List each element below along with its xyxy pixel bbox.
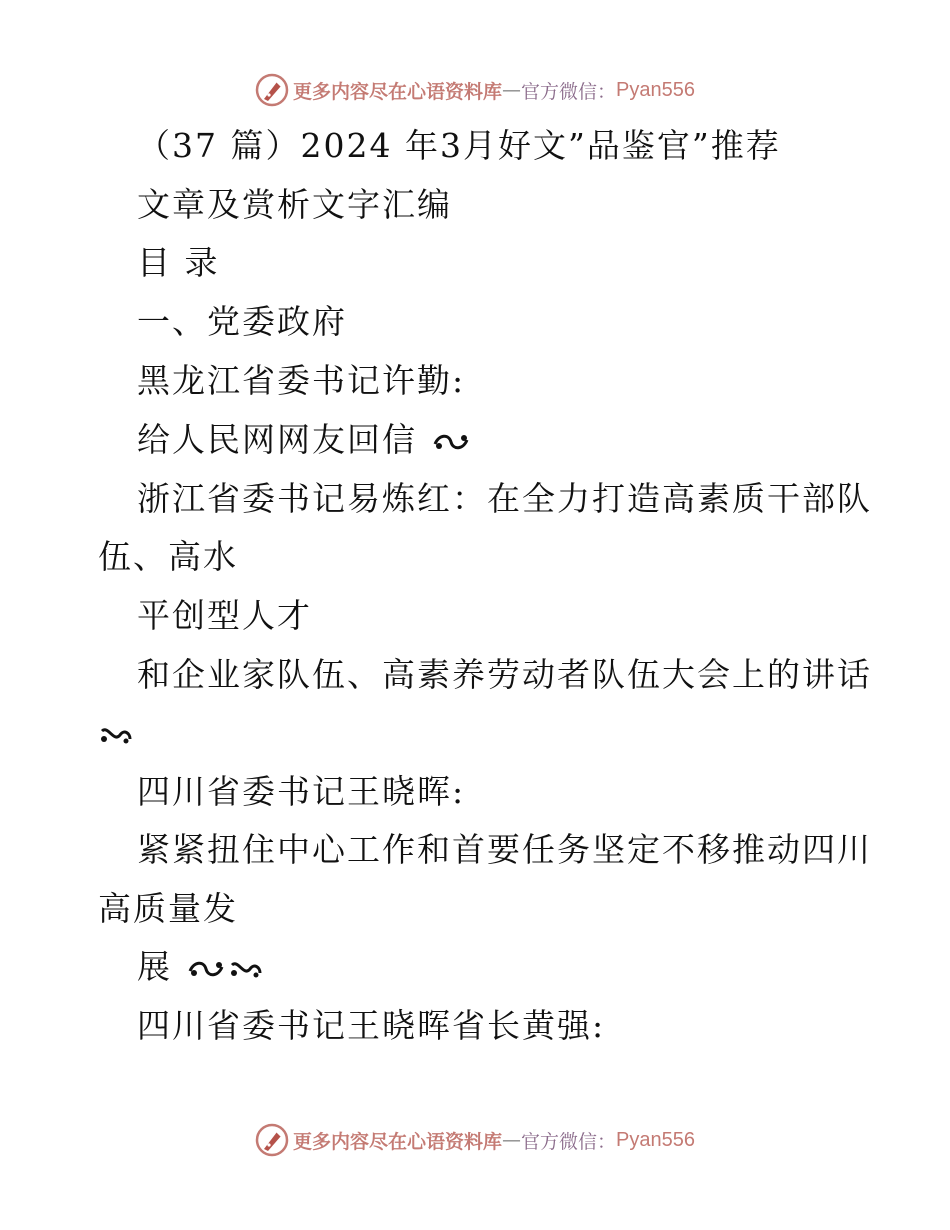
toc-item-text: 给人民网网友回信	[137, 420, 417, 459]
toc-item: 高质量发	[98, 889, 238, 928]
watermark-dash: —	[502, 1129, 522, 1151]
header-watermark	[0, 70, 950, 110]
document-title-line-1: （37 篇）2024 年3月好文”品鉴官”推荐	[137, 126, 781, 165]
document-title-line-2: 文章及赏析文字汇编	[137, 185, 452, 224]
watermark-wechat-id: Pyan556	[616, 78, 695, 101]
watermark-site-text: 更多内容尽在心语资料库	[293, 1130, 503, 1153]
fleuron-ornament-icon	[228, 957, 264, 981]
watermark-site-text: 更多内容尽在心语资料库	[293, 80, 503, 103]
toc-section-heading: 一、党委政府	[137, 302, 347, 341]
toc-item	[137, 947, 264, 987]
watermark-wechat-label: 官方微信：	[521, 80, 617, 103]
watermark-dash: —	[502, 79, 522, 101]
fleuron-ornament-icon	[431, 430, 471, 454]
toc-item: 浙江省委书记易炼红：在全力打造高素质干部队	[137, 479, 872, 518]
toc-item: 和企业家队伍、高素养劳动者队伍大会上的讲话	[137, 655, 872, 694]
fleuron-ornament-icon	[98, 723, 134, 747]
footer-watermark	[0, 1120, 950, 1160]
toc-item-text: 展	[137, 947, 172, 986]
toc-item: 伍、高水	[98, 537, 238, 576]
toc-item: 四川省委书记王晓晖省长黄强:	[137, 1006, 606, 1045]
toc-item: 紧紧扭住中心工作和首要任务坚定不移推动四川	[137, 830, 872, 869]
toc-item: 四川省委书记王晓晖:	[137, 772, 466, 811]
toc-item: 平创型人才	[137, 596, 312, 635]
watermark-wechat-id: Pyan556	[616, 1128, 695, 1151]
toc-item	[137, 420, 471, 460]
pen-nib-logo-icon	[255, 73, 289, 107]
watermark-wechat-label: 官方微信：	[521, 1130, 617, 1153]
pen-nib-logo-icon	[255, 1123, 289, 1157]
ornament-line	[98, 713, 134, 753]
fleuron-ornament-icon	[186, 957, 226, 981]
toc-item: 黑龙江省委书记许勤:	[137, 361, 466, 400]
toc-heading: 目 录	[137, 243, 220, 282]
